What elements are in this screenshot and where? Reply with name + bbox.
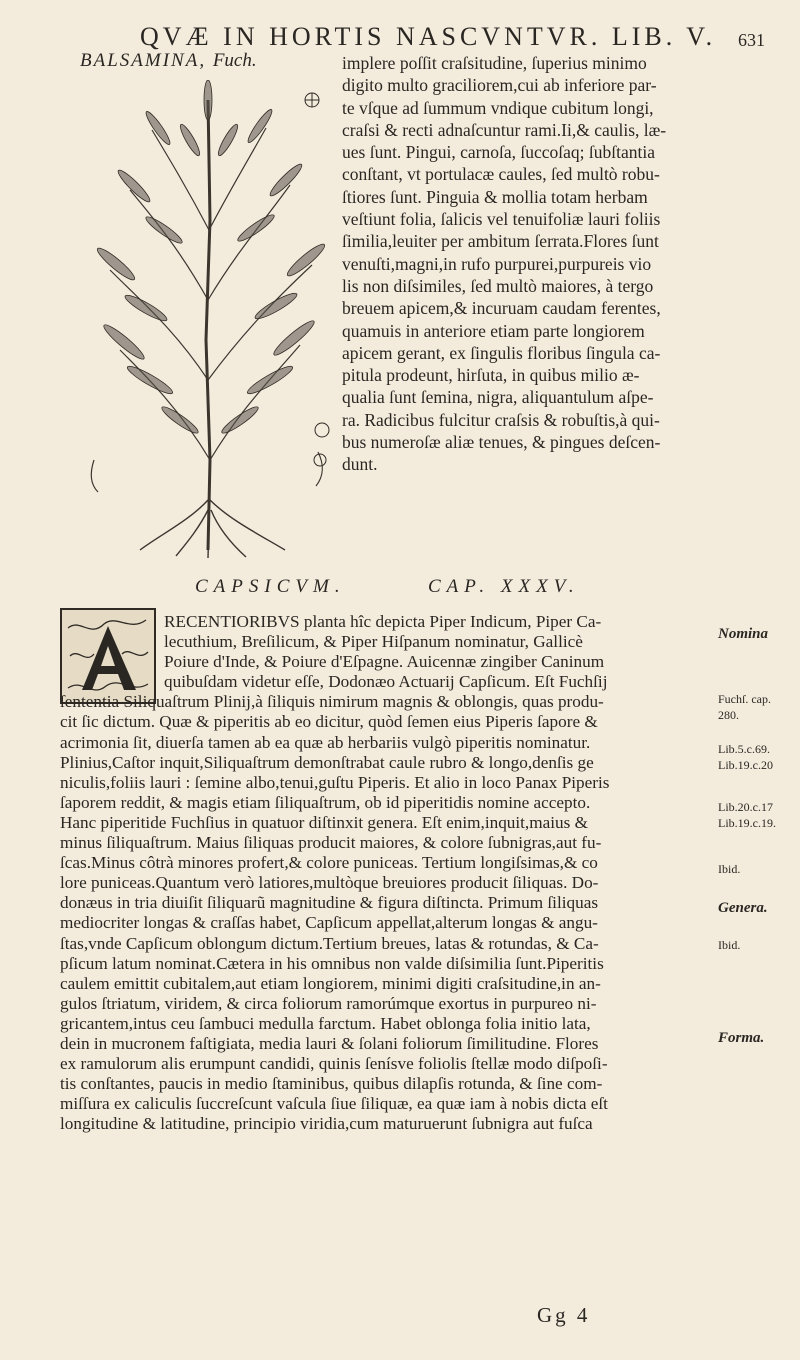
section-title: CAPSICVM.: [195, 576, 346, 597]
plant-name: BALSAMINA,: [80, 50, 207, 71]
text-line: minus ſiliquaſtrum. Maius ſiliquas producit maiores, & colore ſubnigras,aut fu-: [60, 833, 602, 853]
text-line: donæus in tria diuiſit ſiliquarũ magnitudine & figura diſtincta. Primum ſiliquas: [60, 893, 599, 913]
text-line: ra. Radicibus fulcitur craſsis & robuſtis,à qui-: [342, 409, 660, 430]
text-line: digito multo graciliorem,cui ab inferiore par-: [342, 75, 657, 96]
margin-note: Lib.19.c.20: [718, 758, 773, 772]
text-line: venuſti,magni,in rufo purpurei,purpureis vio: [342, 253, 652, 274]
text-line: ſimilia,leuiter per ambitum ſerrata.Flores ſunt: [342, 231, 659, 252]
signature-mark: Gg 4: [537, 1303, 591, 1327]
text-line: conſtant, vt portulacæ caules, ſed multò robu-: [342, 164, 660, 185]
chapter-number: CAP. XXXV.: [428, 576, 580, 597]
capsicum-text: [60, 612, 710, 1134]
text-line: quibuſdam videtur eſſe, Dodonæo Actuarij Capſicum. Eſt Fuchſij: [164, 672, 608, 692]
text-line: ſaporem reddit, & magis etiam ſiliquaſtrum, ob id piperitidis nomine accepto.: [60, 792, 591, 812]
margin-note: Ibid.: [718, 938, 741, 952]
text-line: pitula prodeunt, hirſuta, in quibus milio æ-: [342, 365, 640, 386]
text-line: ſcas.Minus côtrà minores profert,& colore puniceas. Tertium longiſsimas,& co: [60, 853, 598, 873]
text-line: qualia ſunt ſemina, nigra, aliquantulum aſpe-: [342, 387, 654, 408]
margin-note: 280.: [718, 708, 739, 722]
text-line: gricantem,intus ceu ſambuci medulla farctum. Habet oblonga folia initio lata,: [60, 1013, 591, 1033]
text-line: breuem apicem,& incuruam caudam ferentes,: [342, 298, 661, 319]
text-line: lecuthium, Breſilicum, & Piper Hiſpanum nominatur, Gallicè: [164, 632, 583, 652]
text-line: gulos ſtriatum, viridem, & circa foliorum ramorúmque exortus in purpureo ni-: [60, 993, 597, 1013]
plant-source: Fuch.: [212, 50, 257, 71]
text-line: Hanc piperitide Fuchſius in quatuor diſtinxit genera. Eſt enim,inquit,maius &: [60, 812, 588, 832]
page-number: 631: [738, 30, 765, 50]
plant-caption: [80, 50, 257, 72]
text-line: caulem emittit cubitalem,aut etiam longiorem, minimi digiti craſsitudine,in an-: [60, 973, 601, 993]
text-line: apicem gerant, ex ſingulis floribus ſingula ca-: [342, 342, 661, 363]
text-line: tis conſtantes, paucis in medio ſtaminibus, quibus dilapſis rotunda, & ſine com-: [60, 1074, 603, 1094]
margin-note: Lib.20.c.17: [718, 800, 773, 814]
margin-note-nomina: Nomina: [718, 626, 769, 642]
text-line: ex ramulorum alis erumpunt candidi, quinis ſenísve foliolis ſtellæ modo diſpoſi-: [60, 1054, 608, 1074]
text-line: ſtiores ſunt. Pinguia & mollia totam herbam: [342, 186, 648, 207]
text-line: niculis,foliis lauri : ſemine albo,tenui,guſtu Piperis. Et alio in loco Panax Piperis: [60, 772, 610, 792]
text-line: te vſque ad ſummum vndique cubitum longi,: [342, 97, 654, 118]
text-line: dein in mucronem faſtigiata, media lauri & ſolani foliorum ſimilitudine. Flores: [60, 1033, 599, 1053]
text-line: bus numeroſæ aliæ tenues, & pingues deſcen-: [342, 432, 661, 453]
text-line: ſententia Siliquaſtrum Plinij,à ſiliquis nimirum magnis & oblongis, quas produ-: [60, 692, 604, 712]
text-line: miſſura ex caliculis ſuccreſcunt vaſcula ſiue ſiliquæ, ea quæ iam à nobis dicta eſt: [60, 1094, 608, 1114]
text-line: quamuis in anteriore etiam parte longiorem: [342, 320, 645, 341]
balsamina-woodcut-illustration: [80, 80, 340, 560]
text-line: craſsi & recti adnaſcuntur rami.Ii,& caulis, læ-: [342, 119, 667, 140]
text-line: Plinius,Caſtor inquit,Siliquaſtrum demonſtrabat caule rubro & longo,denſis ge: [60, 752, 594, 772]
text-line: dunt.: [342, 454, 378, 475]
text-line: implere poſſit craſsitudine, ſuperius minimo: [342, 53, 647, 73]
running-title: QVÆ IN HORTIS NASCVNTVR. LIB. V.: [140, 22, 717, 51]
margin-note: Ibid.: [718, 862, 741, 876]
margin-note: Lib.5.c.69.: [718, 742, 770, 756]
text-line: pſicum latum nominat.Cætera in his omnibus non valde diſsimilia ſunt.Piperitis: [60, 953, 604, 973]
text-line: RECENTIORIBVS planta hîc depicta Piper Indicum, Piper Ca-: [164, 612, 602, 631]
text-line: longitudine & latitudine, principio viridia,cum maturuerunt ſubnigra aut fuſca: [60, 1114, 593, 1134]
margin-note-genera: Genera.: [718, 900, 768, 916]
margin-note: Fuchſ. cap.: [718, 692, 771, 706]
text-line: Poiure d'Inde, & Poiure d'Eſpagne. Auicennæ zingiber Caninum: [164, 652, 605, 672]
text-line: ues ſunt. Pingui, carnoſa, ſuccoſaq; ſubſtantia: [342, 142, 655, 163]
margin-note-forma: Forma.: [718, 1030, 765, 1046]
text-line: ſtas,vnde Capſicum oblongum dictum.Tertium breues, latas & rotundas, & Ca-: [60, 933, 599, 953]
text-line: cit ſic dictum. Quæ & piperitis ab eo dicitur, quòd ſemen eius Piperis ſapore &: [60, 712, 598, 732]
margin-note: Lib.19.c.19.: [718, 816, 776, 830]
text-line: mediocriter longas & craſſas habet, Capſicum appellat,alterum longas & angu-: [60, 913, 598, 933]
text-line: lore puniceas.Quantum verò latiores,multòque breuiores producit ſiliquas. Do-: [60, 873, 599, 893]
balsamina-description: [342, 52, 730, 476]
text-line: lis non diſsimiles, ſed multò maiores, à tergo: [342, 275, 654, 296]
text-line: veſtiunt folia, ſalicis vel tenuifoliæ lauri foliis: [342, 209, 661, 230]
text-line: acrimonia ſit, diuerſa tamen ab ea quæ ab herbariis vulgò piperitis nominatur.: [60, 732, 591, 752]
